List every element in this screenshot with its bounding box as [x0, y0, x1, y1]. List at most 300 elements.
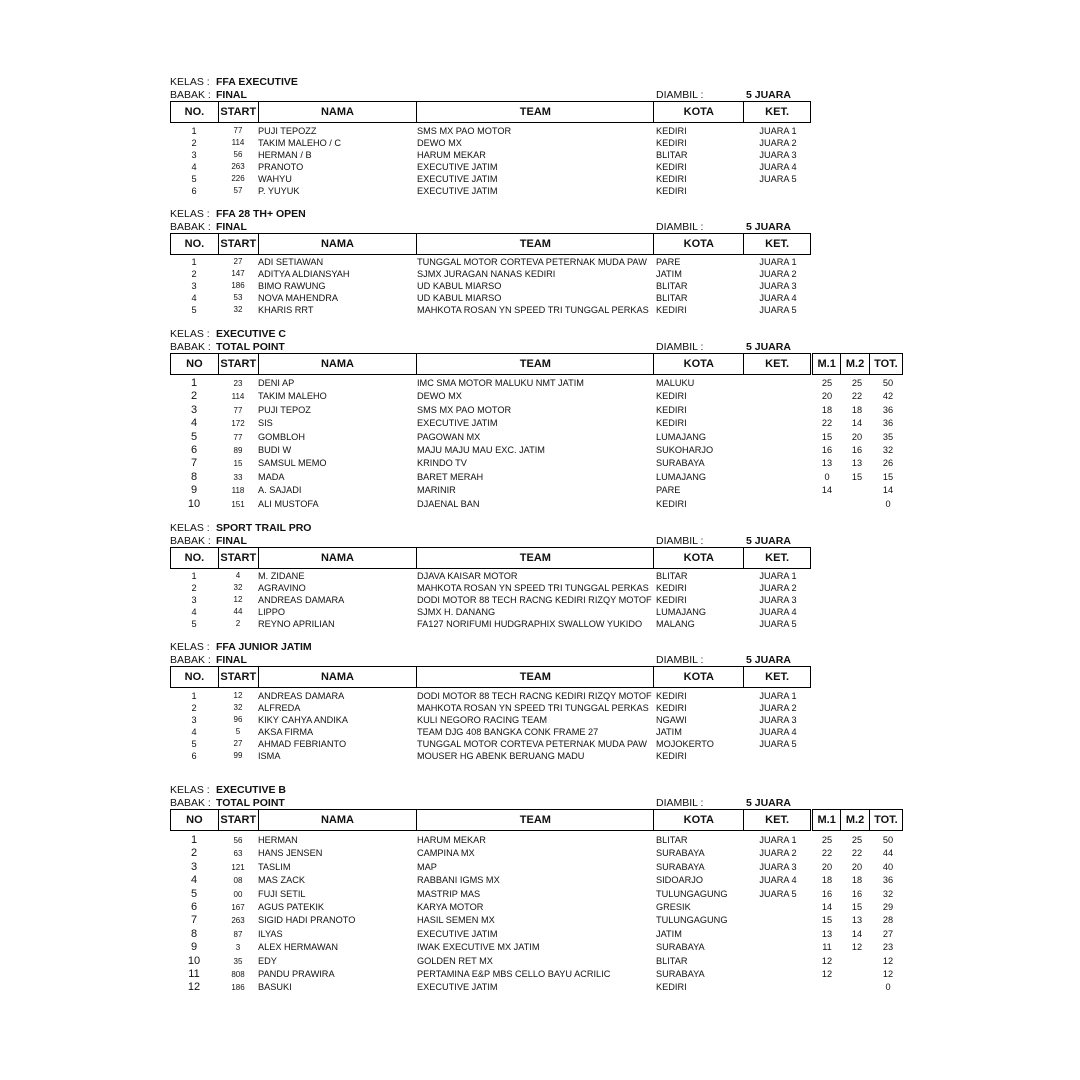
cell-no: 5 [191, 174, 197, 184]
babak-line [170, 341, 285, 353]
cell-m1: 20 [821, 861, 833, 872]
cell-start: 12 [233, 691, 243, 700]
cell-nama: ANDREAS DAMARA [258, 595, 345, 605]
table-row [170, 955, 905, 968]
cell-kota: KEDIRI [656, 126, 687, 136]
cell-ket: JUARA 1 [759, 571, 797, 581]
cell-no: 8 [190, 470, 198, 483]
cell-tot: 27 [882, 928, 894, 939]
kelas-label: KELAS : [170, 784, 210, 796]
cell-kota: KEDIRI [656, 498, 687, 509]
cell-m1: 13 [821, 928, 833, 939]
cell-nama: HANS JENSEN [258, 848, 323, 859]
cell-m1: 13 [821, 458, 833, 469]
cell-ket: JUARA 3 [759, 861, 797, 872]
cell-start: 27 [233, 739, 243, 748]
cell-ket: JUARA 4 [759, 293, 797, 303]
cell-nama: TAKIM MALEHO [258, 391, 327, 402]
cell-nama: PUJI TEPOZZ [258, 126, 317, 136]
cell-tot: 40 [882, 861, 894, 872]
babak-value: TOTAL POINT [216, 797, 285, 809]
cell-m2: 22 [851, 848, 863, 859]
column-header: TEAM [417, 234, 654, 254]
diambil-label: DIAMBIL : [656, 341, 704, 353]
cell-nama: AKSA FIRMA [258, 727, 314, 737]
cell-ket: JUARA 5 [759, 888, 797, 899]
table-body [170, 256, 905, 316]
cell-m1: 15 [821, 431, 833, 442]
cell-start: 12 [233, 595, 243, 604]
cell-kota: KEDIRI [656, 751, 687, 761]
cell-start: 33 [233, 472, 243, 482]
table-row [170, 149, 905, 161]
cell-nama: HERMAN / B [258, 150, 312, 160]
cell-kota: KEDIRI [656, 982, 687, 993]
cell-nama: EDY [258, 955, 277, 966]
cell-m2: 25 [851, 378, 863, 388]
cell-kota: KEDIRI [656, 391, 687, 402]
cell-no: 6 [191, 186, 197, 196]
cell-nama: ILYAS [258, 928, 283, 939]
cell-kota: SURABAYA [656, 968, 705, 979]
cell-no: 1 [190, 377, 198, 389]
cell-ket: JUARA 5 [759, 174, 797, 184]
cell-m2: 16 [851, 444, 863, 455]
cell-tot: 36 [882, 404, 894, 415]
cell-m1: 22 [821, 848, 833, 859]
cell-kota: KEDIRI [656, 162, 687, 172]
results-section [170, 784, 905, 994]
cell-no: 2 [191, 138, 197, 148]
cell-team: SJMX H. DANANG [417, 607, 496, 617]
cell-no: 4 [190, 417, 198, 430]
cell-m1: 18 [821, 404, 833, 415]
cell-nama: MADA [258, 471, 285, 482]
table-row [170, 417, 905, 430]
cell-ket: JUARA 5 [759, 305, 797, 315]
cell-m2: 22 [851, 391, 863, 402]
cell-kota: TULUNGAGUNG [656, 888, 728, 899]
babak-value: FINAL [216, 221, 247, 233]
table-body [170, 570, 905, 630]
babak-line [170, 89, 247, 101]
cell-start: 96 [233, 715, 243, 724]
cell-ket: JUARA 2 [759, 583, 797, 593]
cell-tot: 0 [885, 498, 891, 509]
column-header: KOTA [654, 548, 744, 568]
column-header: START [219, 667, 259, 687]
cell-start: 151 [231, 499, 245, 509]
diambil-value: 5 JUARA [746, 535, 791, 547]
kelas-label: KELAS : [170, 76, 210, 88]
cell-no: 3 [191, 715, 197, 725]
cell-team: FA127 NORIFUMI HUDGRAPHIX SWALLOW YUKIDO [417, 619, 643, 629]
table-row [170, 874, 905, 887]
cell-no: 6 [190, 443, 198, 456]
cell-tot: 44 [882, 848, 894, 859]
points-column-header: TOT. [874, 358, 898, 370]
cell-kota: KEDIRI [656, 404, 687, 415]
column-header: NAMA [259, 548, 418, 568]
cell-nama: REYNO APRILIAN [258, 619, 335, 629]
cell-team: SMS MX PAO MOTOR [417, 126, 512, 136]
cell-team: HARUM MEKAR [417, 150, 486, 160]
column-header: KOTA [654, 810, 744, 830]
cell-nama: ANDREAS DAMARA [258, 691, 345, 701]
cell-m1: 0 [824, 471, 830, 482]
cell-m1: 16 [821, 444, 833, 455]
cell-ket: JUARA 3 [759, 715, 797, 725]
table-header [170, 233, 811, 255]
cell-nama: BASUKI [258, 982, 292, 993]
cell-team: HASIL SEMEN MX [417, 915, 495, 926]
cell-nama: WAHYU [258, 174, 292, 184]
cell-team: UD KABUL MIARSO [417, 293, 502, 303]
cell-m2: 16 [851, 888, 863, 899]
babak-label: BABAK : [170, 341, 211, 353]
column-header: KET. [765, 552, 790, 564]
table-row [170, 702, 905, 714]
table-row [170, 498, 905, 511]
cell-start: 77 [233, 432, 243, 442]
table-row [170, 606, 905, 618]
table-row [170, 738, 905, 750]
cell-tot: 14 [882, 485, 894, 496]
cell-nama: TASLIM [258, 861, 291, 872]
kelas-label: KELAS : [170, 208, 210, 220]
cell-kota: BLITAR [656, 293, 688, 303]
cell-no: 4 [191, 162, 197, 172]
cell-no: 9 [190, 484, 198, 497]
cell-nama: KHARIS RRT [258, 305, 314, 315]
table-row [170, 714, 905, 726]
table-row [170, 377, 905, 390]
cell-ket: JUARA 4 [759, 162, 797, 172]
cell-nama: BIMO RAWUNG [258, 281, 326, 291]
cell-ket: JUARA 4 [759, 607, 797, 617]
cell-tot: 26 [882, 458, 894, 469]
kelas-line [170, 208, 306, 220]
cell-kota: SURABAYA [656, 458, 705, 469]
diambil-value: 5 JUARA [746, 221, 791, 233]
cell-ket: JUARA 5 [759, 619, 797, 629]
cell-no: 4 [191, 607, 197, 617]
babak-line [170, 221, 247, 233]
cell-kota: SURABAYA [656, 942, 705, 953]
column-header: TEAM [417, 354, 654, 374]
cell-kota: BLITAR [656, 955, 688, 966]
column-header: NAMA [259, 354, 418, 374]
table-row [170, 690, 905, 702]
cell-team: RABBANI IGMS MX [417, 875, 500, 886]
column-header: START [219, 810, 259, 830]
cell-kota: KEDIRI [656, 583, 687, 593]
cell-nama: ADI SETIAWAN [258, 257, 324, 267]
cell-start: 23 [233, 379, 243, 388]
cell-start: 4 [235, 571, 241, 580]
table-row [170, 431, 905, 444]
cell-nama: HERMAN [258, 835, 298, 845]
cell-no: 6 [190, 900, 198, 913]
babak-value: FINAL [216, 89, 247, 101]
cell-start: 77 [233, 126, 243, 135]
cell-kota: KEDIRI [656, 691, 687, 701]
column-header: KET. [765, 671, 790, 683]
cell-ket: JUARA 1 [759, 835, 797, 845]
cell-m1: 14 [821, 901, 833, 912]
cell-no: 9 [190, 941, 198, 954]
table-header [170, 809, 811, 831]
table-row [170, 861, 905, 874]
cell-no: 5 [191, 739, 197, 749]
cell-team: IWAK EXECUTIVE MX JATIM [417, 942, 540, 953]
cell-ket: JUARA 2 [759, 848, 797, 859]
cell-ket: JUARA 3 [759, 281, 797, 291]
cell-m2: 18 [851, 404, 863, 415]
cell-ket: JUARA 1 [759, 126, 797, 136]
cell-start: 118 [231, 486, 245, 496]
cell-no: 10 [187, 954, 201, 967]
cell-start: 32 [233, 583, 243, 592]
cell-no: 2 [191, 269, 197, 279]
column-header: KOTA [654, 102, 744, 122]
cell-team: CAMPINA MX [417, 848, 475, 859]
cell-nama: ISMA [258, 751, 281, 761]
cell-nama: PRANOTO [258, 162, 304, 172]
table-row [170, 750, 905, 762]
diambil-label: DIAMBIL : [656, 535, 704, 547]
cell-m2: 15 [851, 901, 863, 912]
kelas-line [170, 784, 286, 796]
table-row [170, 834, 905, 847]
cell-tot: 0 [885, 982, 891, 993]
column-header: TEAM [417, 810, 654, 830]
cell-start: 186 [231, 281, 245, 290]
cell-start: 121 [231, 862, 245, 872]
cell-no: 2 [190, 847, 198, 860]
cell-start: 08 [233, 876, 243, 886]
cell-nama: ADITYA ALDIANSYAH [258, 269, 350, 279]
points-column-header: M.1 [813, 810, 841, 830]
table-row [170, 292, 905, 304]
cell-team: EXECUTIVE JATIM [417, 186, 498, 196]
cell-no: 5 [191, 305, 197, 315]
column-header: NAMA [259, 234, 418, 254]
kelas-value: FFA EXECUTIVE [216, 76, 298, 88]
cell-no: 1 [191, 126, 197, 136]
cell-start: 99 [233, 751, 243, 760]
cell-team: TEAM DJG 408 BANGKA CONK FRAME 27 [417, 727, 599, 737]
cell-no: 4 [191, 293, 197, 303]
cell-m1: 12 [821, 968, 833, 979]
cell-m2: 18 [851, 875, 863, 886]
cell-nama: SIS [258, 418, 273, 429]
cell-kota: KEDIRI [656, 703, 687, 713]
cell-no: 1 [191, 571, 197, 581]
cell-start: 263 [231, 162, 245, 171]
table-row [170, 914, 905, 927]
babak-label: BABAK : [170, 535, 211, 547]
cell-m2: 13 [851, 915, 863, 926]
table-row [170, 125, 905, 137]
cell-nama: ALFREDA [258, 703, 301, 713]
diambil-label: DIAMBIL : [656, 89, 704, 101]
cell-team: MAJU MAJU MAU EXC. JATIM [417, 444, 545, 455]
cell-tot: 23 [882, 942, 894, 953]
column-header: NAMA [259, 667, 418, 687]
cell-kota: TULUNGAGUNG [656, 915, 728, 926]
column-header: KET. [765, 358, 790, 370]
cell-start: 15 [233, 459, 243, 469]
points-column-header: M.2 [841, 354, 869, 374]
results-section [170, 328, 905, 518]
cell-m1: 25 [821, 378, 833, 388]
cell-nama: AGRAVINO [258, 583, 306, 593]
cell-kota: LUMAJANG [656, 471, 707, 482]
table-row [170, 173, 905, 185]
cell-kota: JATIM [656, 269, 682, 279]
cell-tot: 15 [882, 471, 894, 482]
cell-team: DODI MOTOR 88 TECH RACNG KEDIRI RIZQY MOTOF [417, 691, 652, 701]
table-body [170, 690, 905, 762]
cell-no: 3 [190, 403, 198, 416]
cell-team: BARET MERAH [417, 471, 484, 482]
table-row [170, 981, 905, 994]
table-row [170, 594, 905, 606]
cell-kota: NGAWI [656, 715, 687, 725]
cell-ket: JUARA 2 [759, 703, 797, 713]
points-header [812, 809, 903, 831]
babak-value: FINAL [216, 654, 247, 666]
cell-nama: GOMBLOH [258, 431, 305, 442]
cell-start: 56 [233, 150, 243, 159]
cell-start: 5 [235, 727, 241, 736]
table-row [170, 404, 905, 417]
cell-kota: PARE [656, 485, 681, 496]
table-header [170, 353, 811, 375]
cell-kota: SURABAYA [656, 848, 705, 859]
cell-kota: KEDIRI [656, 174, 687, 184]
cell-m2: 12 [851, 942, 863, 953]
cell-ket: JUARA 1 [759, 691, 797, 701]
cell-team: MARINIR [417, 485, 456, 496]
table-row [170, 928, 905, 941]
cell-no: 5 [190, 430, 198, 443]
cell-tot: 29 [882, 901, 894, 912]
cell-kota: MALANG [656, 619, 695, 629]
cell-no: 3 [191, 281, 197, 291]
cell-team: MAP [417, 861, 437, 872]
cell-tot: 36 [882, 418, 894, 429]
table-row [170, 161, 905, 173]
cell-nama: FUJI SETIL [258, 888, 306, 899]
column-header: NO [171, 810, 219, 830]
cell-team: KULI NEGORO RACING TEAM [417, 715, 548, 725]
table-row [170, 457, 905, 470]
cell-team: TUNGGAL MOTOR CORTEVA PETERNAK MUDA PAW [417, 739, 647, 749]
cell-team: KRINDO TV [417, 458, 467, 469]
column-header: KET. [765, 238, 790, 250]
cell-team: UD KABUL MIARSO [417, 281, 502, 291]
table-row [170, 444, 905, 457]
cell-no: 1 [191, 691, 197, 701]
column-header: KET. [765, 106, 790, 118]
cell-kota: LUMAJANG [656, 431, 707, 442]
cell-tot: 50 [882, 378, 894, 388]
cell-m1: 15 [821, 915, 833, 926]
cell-start: 114 [231, 138, 245, 147]
column-header: TEAM [417, 102, 654, 122]
kelas-line [170, 328, 286, 340]
column-header: NO [171, 354, 219, 374]
cell-kota: KEDIRI [656, 418, 687, 429]
cell-start: 53 [233, 293, 243, 302]
column-header: START [219, 354, 259, 374]
points-header [812, 353, 903, 375]
cell-kota: KEDIRI [656, 595, 687, 605]
cell-start: 186 [231, 983, 245, 993]
cell-nama: TAKIM MALEHO / C [258, 138, 342, 148]
cell-team: DEWO MX [417, 138, 462, 148]
cell-m1: 22 [821, 418, 833, 429]
cell-ket: JUARA 1 [759, 257, 797, 267]
babak-label: BABAK : [170, 654, 211, 666]
cell-no: 4 [191, 727, 197, 737]
cell-m2: 13 [851, 458, 863, 469]
cell-start: 2 [235, 619, 241, 628]
diambil-label: DIAMBIL : [656, 221, 704, 233]
cell-tot: 42 [882, 391, 894, 402]
cell-team: EXECUTIVE JATIM [417, 174, 498, 184]
column-header: NO. [171, 234, 219, 254]
cell-kota: BLITAR [656, 281, 688, 291]
column-header: NO. [171, 102, 219, 122]
column-header: KOTA [654, 354, 744, 374]
cell-ket: JUARA 4 [759, 875, 797, 886]
column-header: TEAM [417, 667, 654, 687]
cell-start: 89 [233, 445, 243, 455]
cell-nama: PUJI TEPOZ [258, 404, 311, 415]
cell-no: 11 [188, 967, 200, 980]
cell-team: SJMX JURAGAN NANAS KEDIRI [417, 269, 556, 279]
column-header: START [219, 234, 259, 254]
cell-team: MAHKOTA ROSAN YN SPEED TRI TUNGGAL PERKAS [417, 305, 649, 315]
column-header: KOTA [654, 234, 744, 254]
cell-team: GOLDEN RET MX [417, 955, 493, 966]
cell-team: EXECUTIVE JATIM [417, 982, 498, 993]
cell-team: DJAVA KAISAR MOTOR [417, 571, 518, 581]
cell-m1: 16 [821, 888, 833, 899]
table-row [170, 471, 905, 484]
table-header [170, 666, 811, 688]
cell-start: 35 [233, 956, 243, 966]
cell-nama: SAMSUL MEMO [258, 458, 327, 469]
cell-team: KARYA MOTOR [417, 901, 484, 912]
cell-kota: LUMAJANG [656, 607, 707, 617]
cell-nama: AHMAD FEBRIANTO [258, 739, 347, 749]
kelas-line [170, 641, 312, 653]
cell-nama: KIKY CAHYA ANDIKA [258, 715, 349, 725]
cell-team: MAHKOTA ROSAN YN SPEED TRI TUNGGAL PERKAS [417, 583, 649, 593]
cell-nama: DENI AP [258, 378, 295, 388]
cell-start: 44 [233, 607, 243, 616]
points-column-header: M.1 [813, 354, 841, 374]
diambil-label: DIAMBIL : [656, 654, 704, 666]
table-body [170, 377, 905, 511]
table-row [170, 484, 905, 497]
table-row [170, 185, 905, 197]
cell-m1: 12 [821, 955, 833, 966]
